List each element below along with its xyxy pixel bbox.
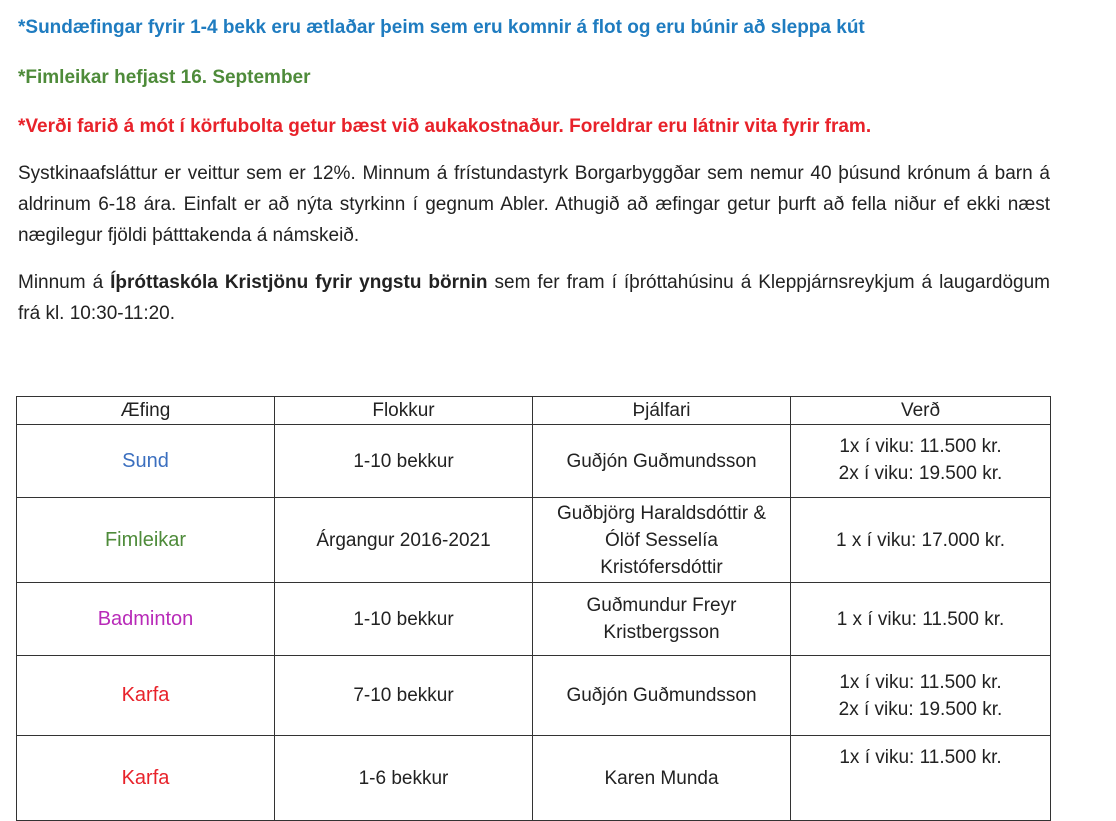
schedule-table [16, 396, 1051, 821]
price-line: 1x í viku: 11.500 kr. [839, 436, 1002, 457]
price-line: 1 x í viku: 17.000 kr. [836, 529, 1005, 551]
sports-school-suffix: sem fer fram í íþróttahúsinu á Kleppjárnsreykjum á laugardögum frá kl. 10:30-11:20. [18, 272, 1051, 324]
swim-note: *Sundæfingar fyrir 1-4 bekk eru ætlaðar þeim sem eru komnir á flot og eru búnir að sleppa kút [18, 17, 865, 38]
sports-school-paragraph [18, 267, 1050, 329]
header-price: Verð [791, 397, 1051, 425]
header-group: Flokkur [275, 397, 533, 425]
price-line: 1 x í viku: 11.500 kr. [836, 608, 1005, 630]
table-row [17, 498, 1051, 583]
table-row [17, 656, 1051, 736]
price-cell [791, 498, 1051, 583]
price-line: 1x í viku: 11.500 kr. [839, 747, 1002, 768]
basketball-note: *Verði farið á mót í körfubolta getur bæst við aukakostnaður. Foreldrar eru látnir vita fyrir fram. [18, 116, 872, 137]
header-coach: Þjálfari [533, 397, 791, 425]
sport-cell: Karfa [17, 736, 275, 821]
group-cell: 1-6 bekkur [275, 736, 533, 821]
gymnastics-note: *Fimleikar hefjast 16. September [18, 67, 311, 88]
table-row [17, 425, 1051, 498]
price-line: 2x í viku: 19.500 kr. [838, 698, 1003, 720]
table-header-row [17, 397, 1051, 425]
coach-cell: Guðmundur Freyr Kristbergsson [533, 583, 791, 656]
sports-school-name: Íþróttaskóla Kristjönu fyrir yngstu börnin [110, 272, 488, 293]
price-line: 2x í viku: 19.500 kr. [838, 463, 1003, 484]
table-row [17, 583, 1051, 656]
price-line: 1x í viku: 11.500 kr. [839, 671, 1002, 693]
discount-paragraph: Systkinaafsláttur er veittur sem er 12%. Minnum á frístundastyrk Borgarbyggðar sem nemur 40 þúsund krónum á barn á aldrinum 6-18 ára. Einfalt er að nýta styrkinn í gegnum Abler. Athugið að æfingar getur þurft að fella niður ef ekki næst nægilegur fjöldi þátttakenda á námskeið. [18, 163, 1050, 246]
price-cell [791, 656, 1051, 736]
coach-cell: Karen Munda [533, 736, 791, 821]
sport-cell: Sund [17, 425, 275, 498]
group-cell: Árgangur 2016-2021 [275, 498, 533, 583]
header-exercise: Æfing [17, 397, 275, 425]
sport-cell: Badminton [17, 583, 275, 656]
group-cell: 1-10 bekkur [275, 583, 533, 656]
coach-cell: Guðjón Guðmundsson [533, 656, 791, 736]
group-cell: 1-10 bekkur [275, 425, 533, 498]
price-cell [791, 425, 1051, 498]
table-row [17, 736, 1051, 821]
sports-school-prefix: Minnum á [18, 272, 111, 293]
price-cell [791, 736, 1051, 821]
coach-cell: Guðbjörg Haraldsdóttir & Ólöf Sesselía Kristófersdóttir [533, 498, 791, 583]
sport-cell: Karfa [17, 656, 275, 736]
price-cell [791, 583, 1051, 656]
coach-cell: Guðjón Guðmundsson [533, 425, 791, 498]
group-cell: 7-10 bekkur [275, 656, 533, 736]
sport-cell: Fimleikar [17, 498, 275, 583]
